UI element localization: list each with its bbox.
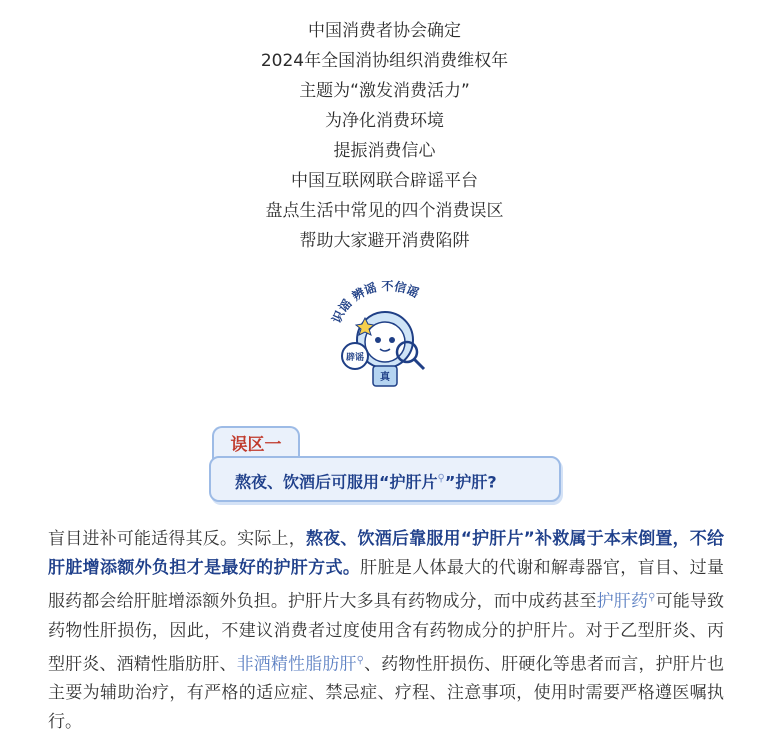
search-icon[interactable]: ⚲ — [356, 654, 364, 666]
section-title-banner — [209, 456, 561, 502]
keyword-link-liver-drug[interactable]: 护肝药 — [596, 591, 649, 612]
search-icon[interactable]: ⚲ — [437, 473, 445, 484]
intro-line: 主题为“激发消费活力” — [299, 81, 470, 101]
intro-line: 2024年全国消协组织消费维权年 — [260, 51, 509, 71]
article-paragraph — [48, 525, 724, 737]
mascot-arc-text: 识谣 辨谣 不信谣 — [329, 280, 421, 326]
mascot-badge-text: 辟谣 — [345, 353, 365, 363]
section-tag: 误区一 — [212, 426, 300, 462]
keyword-link-nafld[interactable]: 非酒精性脂肪肝 — [236, 654, 357, 675]
intro-block — [0, 16, 769, 256]
intro-line: 帮助大家避开消费陷阱 — [299, 231, 470, 251]
paragraph-emphasis: 熬夜、饮酒后靠服用“护肝片”补救属于本末倒置，不给肝脏增添额外负担才是最好的护肝方式。 — [48, 529, 724, 578]
paragraph-text: 盲目进补可能适得其反。实际上， — [48, 529, 306, 549]
paragraph-text: 、药物性肝损伤、肝硬化等患者而言，护肝片也主要为辅助治疗，有严格的适应症、禁忌症、疗程、注意事项，使用时需要严格遵医嘱执行。 — [48, 654, 725, 733]
intro-line: 盘点生活中常见的四个消费误区 — [265, 201, 504, 221]
intro-line: 中国消费者协会确定 — [308, 21, 461, 41]
paragraph-text: 可能导致药物性肝损伤，因此，不建议消费者过度使用含有药物成分的护肝片。对于乙型肝炎、丙型肝炎、酒精性脂肪肝、 — [48, 591, 725, 675]
rumor-mascot-logo — [325, 280, 447, 392]
mascot-card-text: 真 — [380, 372, 390, 383]
section-title-prefix: 熬夜、饮酒后可服用“ — [235, 472, 390, 492]
section-title-keyword[interactable]: 护肝片 — [389, 472, 438, 492]
section-title-suffix: ”护肝? — [444, 472, 497, 492]
paragraph-text: 肝脏是人体最大的代谢和解毒器官，盲目、过量服药都会给肝脏增添额外负担。护肝片大多具有药物成分，而中成药甚至 — [48, 558, 725, 612]
intro-line: 中国互联网联合辟谣平台 — [291, 171, 478, 191]
search-icon[interactable]: ⚲ — [648, 592, 656, 603]
intro-line: 为净化消费环境 — [325, 111, 444, 131]
intro-line: 提振消费信心 — [333, 141, 436, 161]
